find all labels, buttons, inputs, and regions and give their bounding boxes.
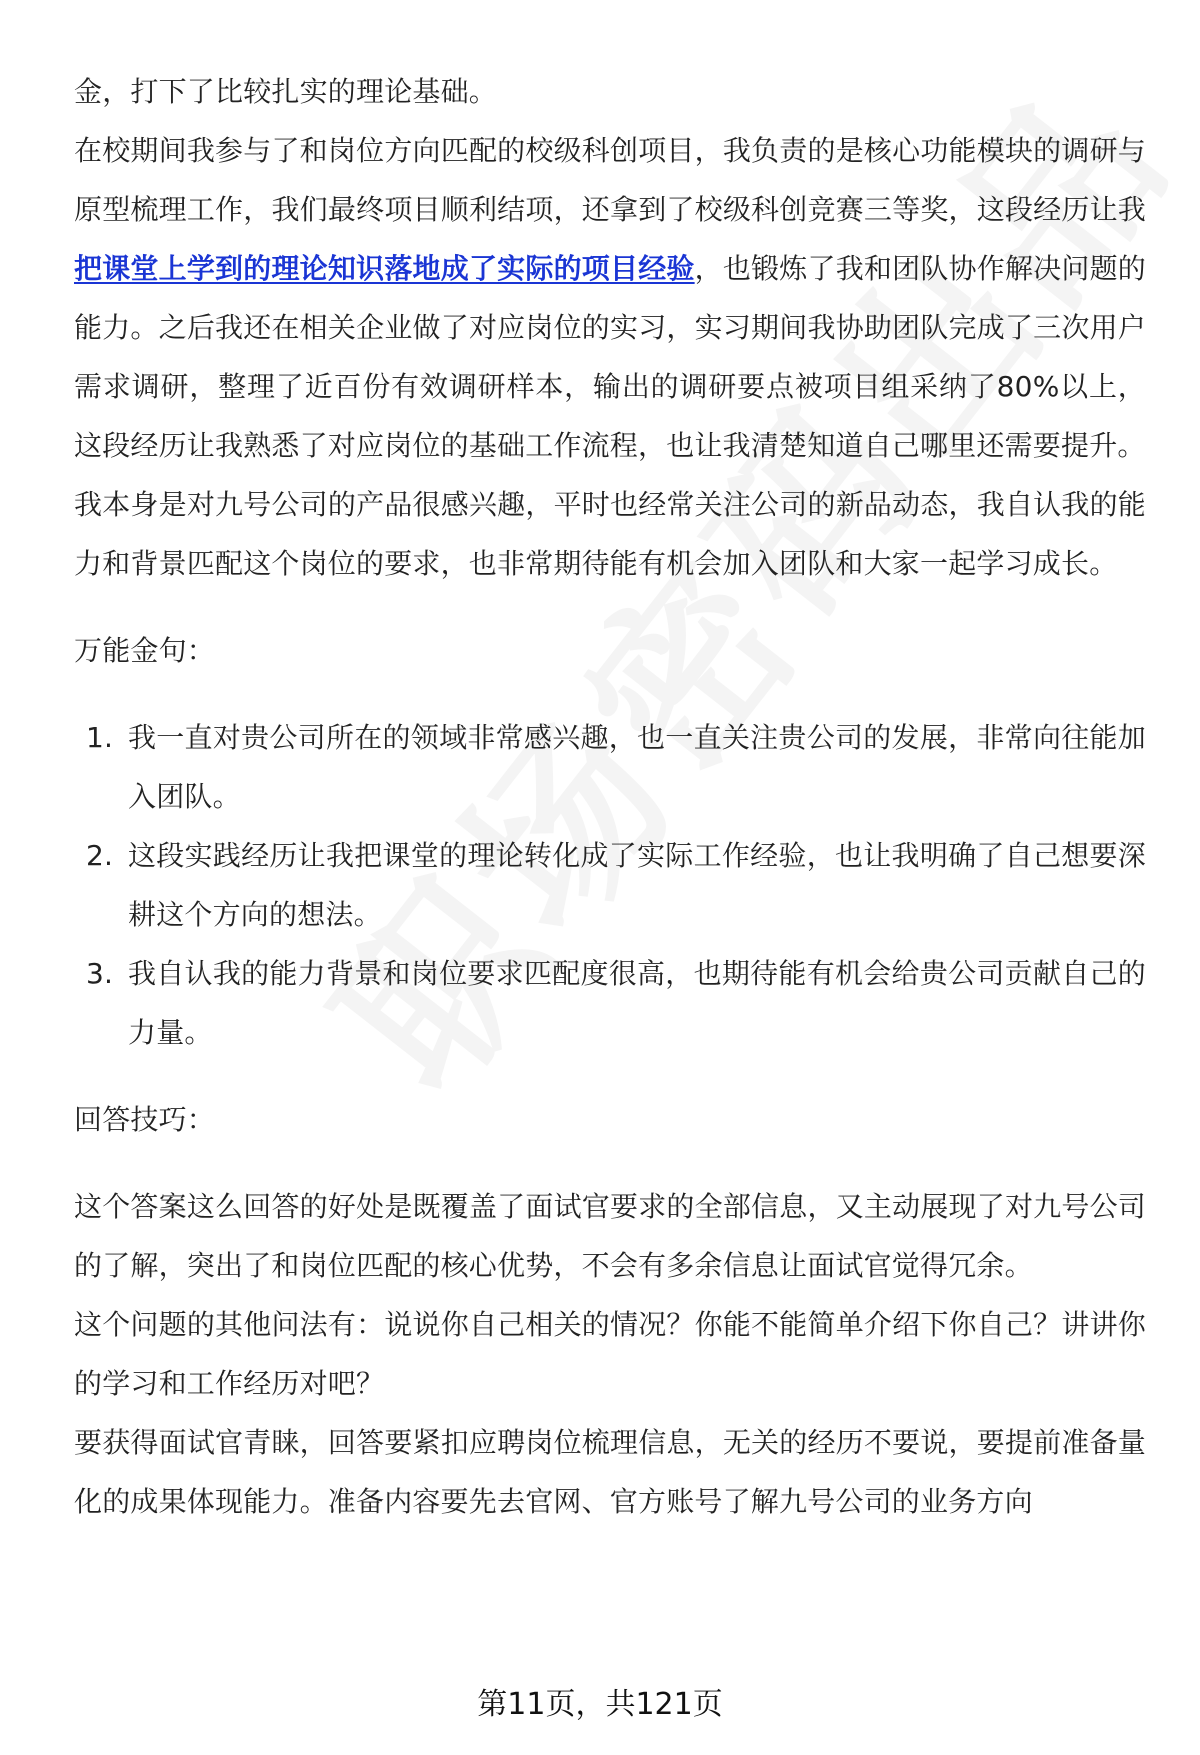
highlighted-link[interactable]: 把课堂上学到的理论知识落地成了实际的项目经验 [74, 252, 695, 285]
paragraph-experience [74, 121, 1146, 475]
paragraph-experience-text-end: ，也锻炼了我和团队协作解决问题的能力。之后我还在相关企业做了对应岗位的实习，实习期间我协助团队完成了三次用户需求调研，整理了近百份有效调研样本，输出的调研要点被项目组采纳了80%以上，这段经历让我熟悉了对应岗位的基础工作流程，也让我清楚知道自己哪里还需要提升。 [74, 252, 1147, 462]
golden-sentences-list [74, 708, 1146, 1062]
list-number: 1. [86, 721, 114, 754]
tips-paragraph-alternatives: 这个问题的其他问法有：说说你自己相关的情况？你能不能简单介绍下你自己？讲讲你的学习和工作经历对吧？ [74, 1308, 1146, 1400]
paragraph-experience-text-start: 在校期间我参与了和岗位方向匹配的校级科创项目，我负责的是核心功能模块的调研与原型梳理工作，我们最终项目顺利结项，还拿到了校级科创竞赛三等奖，这段经历让我 [74, 134, 1146, 226]
list-item [74, 708, 1146, 826]
document-body [74, 62, 1146, 1531]
paragraph-motivation: 我本身是对九号公司的产品很感兴趣，平时也经常关注公司的新品动态，我自认我的能力和背景匹配这个岗位的要求，也非常期待能有机会加入团队和大家一起学习成长。 [74, 488, 1146, 580]
list-number: 3. [86, 957, 114, 990]
tips-heading: 回答技巧： [74, 1103, 216, 1136]
list-number: 2. [86, 839, 114, 872]
list-item [74, 944, 1146, 1062]
tips-paragraph-preparation: 要获得面试官青睐，回答要紧扣应聘岗位梳理信息，无关的经历不要说，要提前准备量化的成果体现能力。准备内容要先去官网、官方账号了解九号公司的业务方向 [74, 1426, 1146, 1518]
tips-paragraph-benefit: 这个答案这么回答的好处是既覆盖了面试官要求的全部信息，又主动展现了对九号公司的了解，突出了和岗位匹配的核心优势，不会有多余信息让面试官觉得冗余。 [74, 1190, 1146, 1282]
list-item [74, 826, 1146, 944]
list-item-text: 我一直对贵公司所在的领域非常感兴趣，也一直关注贵公司的发展，非常向往能加入团队。 [128, 721, 1146, 813]
list-item-text: 这段实践经历让我把课堂的理论转化成了实际工作经验，也让我明确了自己想要深耕这个方向的想法。 [128, 839, 1146, 931]
list-item-text: 我自认我的能力背景和岗位要求匹配度很高，也期待能有机会给贵公司贡献自己的力量。 [128, 957, 1146, 1049]
golden-sentences-heading: 万能金句： [74, 634, 216, 667]
paragraph-continuation: 金，打下了比较扎实的理论基础。 [74, 75, 498, 108]
page-number-footer: 第11页，共121页 [477, 1687, 723, 1722]
